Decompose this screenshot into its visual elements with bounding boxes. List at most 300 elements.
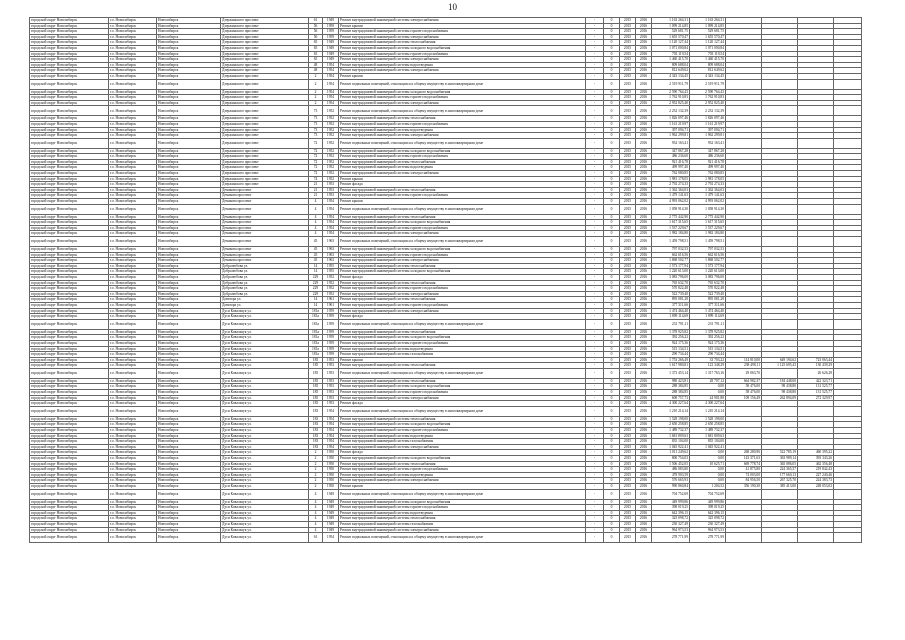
table-cell: городской округ Новосибирск [30, 483, 109, 489]
table-cell: 2016 [636, 352, 652, 358]
table-cell: 812 649,62 [690, 68, 726, 74]
table-cell: 2015 [620, 73, 636, 79]
table-cell: 2016 [636, 444, 652, 450]
table-cell: 762 080,85 [652, 171, 690, 177]
table-cell: 73 [309, 116, 323, 122]
table-cell: 2015 [620, 274, 636, 280]
table-cell: - [586, 171, 604, 177]
table-cell: 72 [309, 148, 323, 154]
table-cell: 2015 [620, 368, 636, 378]
table-cell: 1950 [323, 450, 339, 456]
table-cell: 1949 [323, 516, 339, 522]
table-cell [762, 368, 798, 378]
table-cell: г.о. Новосибирск [109, 422, 157, 428]
table-cell: Дуси Ковальчук ул. [221, 329, 309, 335]
table-cell: Ремонт внутридомовой инженерной системы холодного водоснабжения [339, 499, 586, 505]
table-cell: г.о. Новосибирск [109, 62, 157, 68]
table-cell: 2015 [620, 439, 636, 445]
table-cell: городской округ Новосибирск [30, 489, 109, 499]
table-cell: Дзержинского проспект [221, 62, 309, 68]
table-cell: 2016 [636, 401, 652, 407]
table-cell: Ремонт подвальных помещений, относящихся к общему имуществу в многоквартирном доме [339, 533, 586, 543]
table-cell: 2016 [636, 148, 652, 154]
table-cell: 0 [604, 154, 620, 160]
table-cell: Ремонт подвальных помещений, относящихся к общему имуществу в многоквартирном доме [339, 368, 586, 378]
table-cell: городской округ Новосибирск [30, 346, 109, 352]
table-cell: Ремонт внутридомовой инженерной системы водоотведения [339, 510, 586, 516]
table-cell: 14 [309, 263, 323, 269]
table-cell: 0 [604, 368, 620, 378]
table-cell: - [586, 422, 604, 428]
table-cell: 2015 [620, 220, 636, 226]
table-cell: 1949 [323, 499, 339, 505]
table-cell: 14 [309, 269, 323, 275]
table-cell: 2016 [636, 472, 652, 478]
table-cell: 181а [309, 335, 323, 341]
table-cell: 2 775 442,90 [652, 214, 690, 220]
table-cell: 0 [604, 352, 620, 358]
table-cell: Новосибирск [157, 62, 221, 68]
table-cell: Новосибирск [157, 51, 221, 57]
table-cell: 248 053,02 [798, 483, 834, 489]
table-cell: 1954 [323, 214, 339, 220]
table-cell [798, 533, 834, 543]
table-cell: - [586, 428, 604, 434]
table-cell: 1 489 732,37 [652, 428, 690, 434]
table-cell: городской округ Новосибирск [30, 406, 109, 416]
table-cell: 229 [309, 280, 323, 286]
table-cell: 230 327,49 [690, 521, 726, 527]
table-cell: 2015 [620, 433, 636, 439]
table-cell: 1 655 570,47 [652, 34, 690, 40]
table-cell: 2016 [636, 18, 652, 24]
table-cell: 1954 [323, 231, 339, 237]
table-cell [762, 138, 798, 148]
table-cell: городской округ Новосибирск [30, 274, 109, 280]
table-cell: 1954 [323, 62, 339, 68]
table-cell: г.о. Новосибирск [109, 263, 157, 269]
table-cell: 0 [604, 428, 620, 434]
table-cell: Дуси Ковальчук ул. [221, 319, 309, 329]
table-cell: 2015 [620, 133, 636, 139]
table-cell: городской округ Новосибирск [30, 252, 109, 258]
table-cell: городской округ Новосибирск [30, 138, 109, 148]
table-cell: г.о. Новосибирск [109, 138, 157, 148]
table-cell: Новосибирск [157, 329, 221, 335]
table-cell: городской округ Новосибирск [30, 263, 109, 269]
table-cell: 1954 [323, 89, 339, 95]
table-cell: 1954 [323, 79, 339, 89]
table-cell: 1 210 214,14 [652, 406, 690, 416]
table-cell: 1950 [323, 461, 339, 467]
table-cell: 74 003,00 [726, 472, 762, 478]
table-cell: г.о. Новосибирск [109, 204, 157, 214]
table-cell: - [586, 521, 604, 527]
table-cell: 1 537 229,67 [652, 225, 690, 231]
table-cell: Ремонт внутридомовой инженерной системы электроснабжения [339, 231, 586, 237]
table-cell: 58 476,00 [726, 384, 762, 390]
table-cell: 14 [309, 302, 323, 308]
table-cell: Дзержинского проспект [221, 45, 309, 51]
table-cell: 1 362 364,03 [652, 187, 690, 193]
table-cell: городской округ Новосибирск [30, 368, 109, 378]
table-cell: 48 [309, 68, 323, 74]
table-cell: Дуси Ковальчук ул. [221, 422, 309, 428]
table-cell: - [586, 527, 604, 533]
table-cell: 1950 [323, 478, 339, 484]
table-cell: - [586, 79, 604, 89]
table-cell: 522 785,19 [762, 450, 798, 456]
table-cell: городской округ Новосибирск [30, 516, 109, 522]
table-cell: 2016 [636, 127, 652, 133]
table-cell: 393 343,26 [798, 456, 834, 462]
table-cell: 2016 [636, 521, 652, 527]
table-cell: Ремонт внутридомовой инженерной системы электроснабжения [339, 291, 586, 297]
table-cell: г.о. Новосибирск [109, 40, 157, 46]
table-cell: 2015 [620, 472, 636, 478]
table-cell: 1 459 798,51 [652, 237, 690, 247]
table-cell: Ремонт внутридомовой инженерной системы электроснабжения [339, 133, 586, 139]
table-cell: городской округ Новосибирск [30, 286, 109, 292]
table-cell: Новосибирск [157, 193, 221, 199]
table-cell: 1 868 502,77 [690, 258, 726, 264]
table-cell: городской округ Новосибирск [30, 510, 109, 516]
table-cell: 2015 [620, 247, 636, 253]
table-cell: Дуси Ковальчук ул. [221, 505, 309, 511]
table-cell: 2 650 258,85 [690, 422, 726, 428]
table-cell: 812 649,62 [652, 68, 690, 74]
table-cell: городской округ Новосибирск [30, 439, 109, 445]
table-cell: 1 762 910,83 [690, 95, 726, 101]
table-cell: Ремонт внутридомовой инженерной системы горячего водоснабжения [339, 505, 586, 511]
table-cell: городской округ Новосибирск [30, 133, 109, 139]
table-cell: 1 573 177,94 [652, 263, 690, 269]
table-cell: 143 371,63 [726, 456, 762, 462]
table-cell: городской округ Новосибирск [30, 154, 109, 160]
table-cell: - [586, 314, 604, 320]
table-cell: Дзержинского проспект [221, 51, 309, 57]
table-cell: Новосибирск [157, 406, 221, 416]
table-cell: городской округ Новосибирск [30, 433, 109, 439]
table-cell: Дуси Ковальчук ул. [221, 352, 309, 358]
table-cell: - [586, 533, 604, 543]
table-cell: 1954 [323, 406, 339, 416]
table-cell: 1949 [323, 510, 339, 516]
table-cell [726, 79, 762, 89]
table-cell: - [586, 193, 604, 199]
table-cell: Ремонт подвальных помещений, относящихся к общему имуществу в многоквартирном доме [339, 489, 586, 499]
table-cell: 1 058 914,30 [652, 204, 690, 214]
table-cell: - [586, 51, 604, 57]
table-cell: 1 962 299,81 [690, 133, 726, 139]
table-cell: 0 [604, 346, 620, 352]
table-cell: Новосибирск [157, 100, 221, 106]
table-cell: 2016 [636, 40, 652, 46]
table-cell: Новосибирск [157, 29, 221, 35]
table-cell: г.о. Новосибирск [109, 214, 157, 220]
table-cell: 185 [309, 384, 323, 390]
table-cell: Дуси Ковальчук ул. [221, 363, 309, 369]
table-cell: городской округ Новосибирск [30, 302, 109, 308]
table-cell: Дзержинского проспект [221, 89, 309, 95]
table-cell: 2015 [620, 68, 636, 74]
table-cell: Ремонт внутридомовой инженерной системы холодного водоснабжения [339, 89, 586, 95]
table-cell: 765 632,70 [690, 280, 726, 286]
table-cell: 4 [309, 521, 323, 527]
table-cell: 800 754,03 [652, 456, 690, 462]
table-cell: 515 134,51 [652, 346, 690, 352]
table-cell: г.о. Новосибирск [109, 505, 157, 511]
table-cell: Дуси Ковальчук ул. [221, 533, 309, 543]
table-cell: Дзержинского проспект [221, 57, 309, 63]
table-cell: 664 982,37 [726, 378, 762, 384]
table-cell: Дзержинского проспект [221, 121, 309, 127]
table-cell: - [586, 319, 604, 329]
table-cell: 65 [309, 40, 323, 46]
table-cell: Новосибирск [157, 357, 221, 363]
table-cell: 2015 [620, 269, 636, 275]
table-cell: г.о. Новосибирск [109, 18, 157, 24]
table-cell: г.о. Новосибирск [109, 45, 157, 51]
table-cell: - [586, 220, 604, 226]
table-cell: 0 [604, 231, 620, 237]
table-cell: Дуси Ковальчук ул. [221, 390, 309, 396]
table-cell: 2016 [636, 225, 652, 231]
table-cell: г.о. Новосибирск [109, 258, 157, 264]
table-cell: Ремонт внутридомовой инженерной системы горячего водоснабжения [339, 154, 586, 160]
table-cell: 2015 [620, 533, 636, 543]
table-row [30, 368, 862, 378]
table-cell: 2015 [620, 461, 636, 467]
table-cell: 1953 [323, 395, 339, 401]
table-cell: - [586, 73, 604, 79]
table-cell: г.о. Новосибирск [109, 390, 157, 396]
table-cell: 835 104,00 [690, 439, 726, 445]
table-cell: Ремонт внутридомовой инженерной системы электроснабжения [339, 395, 586, 401]
table-cell: Ремонт внутридомовой инженерной системы теплоснабжения [339, 516, 586, 522]
table-cell: 267 325,70 [762, 478, 798, 484]
table-cell: Ремонт внутридомовой инженерной системы водоотведения [339, 472, 586, 478]
table-cell: г.о. Новосибирск [109, 100, 157, 106]
table-cell: Демакова проспект [221, 193, 309, 199]
table-cell: - [586, 100, 604, 106]
table-cell: городской округ Новосибирск [30, 456, 109, 462]
table-cell: городской округ Новосибирск [30, 171, 109, 177]
table-cell [762, 533, 798, 543]
table-cell: 2015 [620, 505, 636, 511]
table-cell: 238 498,11 [726, 363, 762, 369]
table-cell: - [586, 489, 604, 499]
table-cell: 2015 [620, 225, 636, 231]
table-cell: 1953 [323, 193, 339, 199]
table-cell: 0 [604, 510, 620, 516]
table-cell: Добролюбова ул. [221, 274, 309, 280]
table-cell: Ремонт внутридомовой инженерной системы горячего водоснабжения [339, 193, 586, 199]
table-cell: 1949 [323, 527, 339, 533]
table-cell: 2015 [620, 106, 636, 116]
table-cell: городской округ Новосибирск [30, 505, 109, 511]
table-cell: 1952 [323, 176, 339, 182]
table-cell: 4 [309, 505, 323, 511]
table-cell: 0 [604, 121, 620, 127]
table-cell: городской округ Новосибирск [30, 106, 109, 116]
table-cell: 570 822,48 [652, 286, 690, 292]
table-cell: городской округ Новосибирск [30, 521, 109, 527]
table-cell [834, 138, 862, 148]
table-cell: 2015 [620, 319, 636, 329]
table-cell: 2 519 911,79 [690, 79, 726, 89]
table-cell: 183 [309, 439, 323, 445]
table-cell: 28 707,12 [690, 378, 726, 384]
table-cell: городской округ Новосибирск [30, 148, 109, 154]
table-cell: - [586, 472, 604, 478]
table-cell: Новосибирск [157, 45, 221, 51]
table-cell: 0 [604, 29, 620, 35]
table-cell: городской округ Новосибирск [30, 461, 109, 467]
table-cell: Дуси Ковальчук ул. [221, 456, 309, 462]
table-cell: Дзержинского проспект [221, 182, 309, 188]
table-cell: 0 [604, 220, 620, 226]
table-cell [762, 237, 798, 247]
table-cell: Ремонт внутридомовой инженерной системы электроснабжения [339, 18, 586, 24]
table-cell: городской округ Новосибирск [30, 280, 109, 286]
table-cell: 268 280,96 [726, 450, 762, 456]
table-row [30, 489, 862, 499]
table-cell: 272 329,97 [798, 395, 834, 401]
table-cell: 2015 [620, 499, 636, 505]
table-cell: 21 [309, 187, 323, 193]
table-cell: 980 423,81 [652, 378, 690, 384]
table-cell: городской округ Новосибирск [30, 159, 109, 165]
table-cell: Дзержинского проспект [221, 154, 309, 160]
table-cell: городской округ Новосибирск [30, 73, 109, 79]
table-cell: 0 [604, 263, 620, 269]
table-cell: Новосибирск [157, 73, 221, 79]
table-cell: 2015 [620, 95, 636, 101]
table-cell: Ремонт внутридомовой инженерной системы электроснабжения [339, 57, 586, 63]
table-cell: Ремонт внутридомовой инженерной системы горячего водоснабжения [339, 428, 586, 434]
table-cell: Новосибирск [157, 165, 221, 171]
table-cell: 1952 [323, 106, 339, 116]
table-cell: 1 161 219,97 [652, 121, 690, 127]
table-cell: - [586, 461, 604, 467]
table-cell: Новосибирск [157, 274, 221, 280]
table-cell: 45 [309, 252, 323, 258]
table-cell: 1952 [323, 165, 339, 171]
table-cell: 26 626,28 [798, 368, 834, 378]
table-cell: 2016 [636, 73, 652, 79]
table-cell: 2015 [620, 116, 636, 122]
table-cell: городской округ Новосибирск [30, 450, 109, 456]
table-cell: 2015 [620, 199, 636, 205]
table-cell: 2016 [636, 247, 652, 253]
table-cell: Новосибирск [157, 121, 221, 127]
table-cell: 2015 [620, 138, 636, 148]
table-cell: 1952 [323, 133, 339, 139]
table-cell: Новосибирск [157, 269, 221, 275]
table-cell: г.о. Новосибирск [109, 467, 157, 473]
table-cell: 1959 [323, 340, 339, 346]
table-cell: 1 982 184,80 [652, 231, 690, 237]
table-cell: 4 [309, 199, 323, 205]
table-cell: Ремонт подвальных помещений, относящихся к общему имуществу в многоквартирном доме [339, 138, 586, 148]
table-cell: Ремонт внутридомовой инженерной системы водоотведения [339, 346, 586, 352]
table-cell: - [586, 89, 604, 95]
table-cell: городской округ Новосибирск [30, 100, 109, 106]
table-cell: городской округ Новосибирск [30, 314, 109, 320]
table-cell: 462 356,48 [798, 461, 834, 467]
table-cell: 1 163 264,31 [690, 18, 726, 24]
table-cell: Ремонт крыши [339, 483, 586, 489]
table-cell: городской округ Новосибирск [30, 291, 109, 297]
table-cell: Новосибирск [157, 444, 221, 450]
table-cell: 1953 [323, 378, 339, 384]
table-cell: 2016 [636, 384, 652, 390]
table-cell: 0 [604, 286, 620, 292]
table-cell: Ремонт внутридомовой инженерной системы теплоснабжения [339, 297, 586, 303]
table-cell: 0 [604, 95, 620, 101]
table-cell: городской округ Новосибирск [30, 357, 109, 363]
table-cell: 1 210 214,14 [690, 406, 726, 416]
table-cell: 4 [309, 204, 323, 214]
table-cell: 0 [604, 467, 620, 473]
table-cell: 0,00 [690, 478, 726, 484]
table-cell: 1952 [323, 154, 339, 160]
table-cell: г.о. Новосибирск [109, 395, 157, 401]
table-cell: 2015 [620, 280, 636, 286]
table-cell: Новосибирск [157, 384, 221, 390]
table-cell: г.о. Новосибирск [109, 368, 157, 378]
table-cell [834, 106, 862, 116]
table-cell: 2016 [636, 199, 652, 205]
table-cell: 2015 [620, 329, 636, 335]
table-cell: - [586, 395, 604, 401]
table-cell: 2015 [620, 467, 636, 473]
table-cell: 0 [604, 18, 620, 24]
table-cell: - [586, 252, 604, 258]
table-cell: 0 [604, 319, 620, 329]
table-cell: 2015 [620, 40, 636, 46]
table-cell: городской округ Новосибирск [30, 165, 109, 171]
table-cell: 290 734,44 [652, 352, 690, 358]
table-cell: Дзержинского проспект [221, 159, 309, 165]
table-cell: 1954 [323, 428, 339, 434]
table-cell: 0 [604, 308, 620, 314]
table-cell: Новосибирск [157, 214, 221, 220]
table-cell: 1952 [323, 291, 339, 297]
table-cell: Дзержинского проспект [221, 68, 309, 74]
table-cell: 1 899 114,69 [690, 314, 726, 320]
table-cell: 98 438,80 [762, 384, 798, 390]
table-cell: г.о. Новосибирск [109, 79, 157, 89]
table-cell: 325 098,72 [652, 516, 690, 522]
table-cell: 1959 [323, 319, 339, 329]
table-cell: 1 460 415,70 [690, 57, 726, 63]
table-cell: Новосибирск [157, 378, 221, 384]
table-cell: 2015 [620, 527, 636, 533]
table-cell: 0 [604, 62, 620, 68]
table-cell: 29 063,70 [726, 368, 762, 378]
table-cell: городской округ Новосибирск [30, 428, 109, 434]
table-cell: 1 163 264,31 [652, 18, 690, 24]
table-cell: 895 081,28 [652, 297, 690, 303]
table-cell: городской округ Новосибирск [30, 116, 109, 122]
table-cell: 1963 [323, 237, 339, 247]
table-cell: 0 [604, 461, 620, 467]
table-cell: - [586, 505, 604, 511]
table-cell: 177 660,13 [762, 472, 798, 478]
table-cell: городской округ Новосибирск [30, 319, 109, 329]
